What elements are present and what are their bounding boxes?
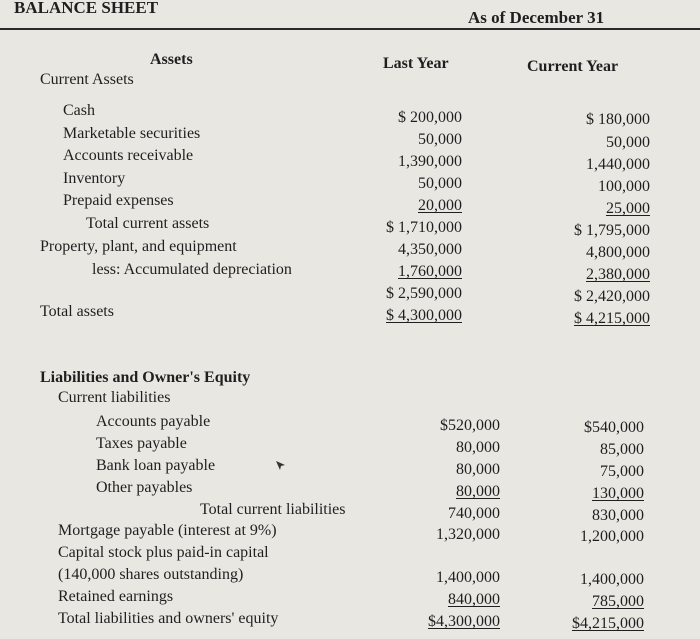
asset-row-label: Inventory: [63, 170, 126, 187]
asset-row-last: 4,350,000: [398, 241, 462, 258]
asset-row-current: 25,000: [606, 200, 650, 217]
asset-row-label: less: Accumulated depreciation: [92, 261, 292, 278]
liability-row-label: Capital stock plus paid-in capital: [58, 544, 269, 561]
asset-row-current: 4,800,000: [586, 244, 650, 261]
asset-row-current: $ 1,795,000: [574, 222, 650, 239]
col-header-last-year: Last Year: [383, 55, 449, 72]
asset-row-last: $ 1,710,000: [386, 219, 462, 236]
header-rule: [0, 28, 700, 30]
liability-row-last: 80,000: [456, 461, 500, 478]
liability-row-last: 740,000: [448, 505, 500, 522]
cursor-arrow-icon: [275, 460, 287, 472]
asset-row-label: Marketable securities: [63, 125, 201, 142]
asset-row-label: Prepaid expenses: [63, 192, 174, 209]
asset-row-label: Accounts receivable: [63, 147, 194, 164]
liability-row-current: $540,000: [584, 419, 644, 436]
liability-row-label: Bank loan payable: [96, 457, 216, 474]
asset-row-current: 2,380,000: [586, 266, 650, 283]
asset-row-current: 1,440,000: [586, 156, 650, 173]
current-assets-label: Current Assets: [40, 71, 134, 88]
page-title: BALANCE SHEET: [14, 0, 159, 17]
liability-row-last: $4,300,000: [428, 613, 500, 630]
liability-row-current: 1,200,000: [580, 528, 644, 545]
liability-row-label: (140,000 shares outstanding): [58, 566, 244, 583]
asset-row-current: 50,000: [606, 134, 650, 151]
liability-row-label: Retained earnings: [58, 588, 174, 605]
asset-row-last: 1,760,000: [398, 263, 462, 280]
asset-row-last: $ 2,590,000: [386, 285, 462, 302]
col-header-current-year: Current Year: [527, 58, 619, 75]
liability-row-last: 1,400,000: [436, 569, 500, 586]
liability-row-last: 1,320,000: [436, 526, 500, 543]
asset-row-last: 50,000: [418, 131, 462, 148]
liability-row-label: Accounts payable: [96, 413, 211, 430]
asset-row-last: 50,000: [418, 175, 462, 192]
liability-row-label: Mortgage payable (interest at 9%): [58, 522, 277, 539]
asset-row-current: $ 4,215,000: [574, 310, 650, 327]
liability-row-last: 840,000: [448, 591, 500, 608]
liability-row-current: 85,000: [600, 441, 644, 458]
asset-row-current: $ 180,000: [586, 111, 650, 128]
asset-row-label: Total current assets: [86, 215, 210, 232]
asset-row-label: Total assets: [40, 303, 114, 320]
asset-row-current: 100,000: [598, 178, 650, 195]
liability-row-last: 80,000: [456, 483, 500, 500]
as-of-date: As of December 31: [468, 8, 605, 27]
liability-row-label: Total liabilities and owners' equity: [58, 610, 279, 627]
asset-row-current: $ 2,420,000: [574, 288, 650, 305]
liability-row-label: Taxes payable: [96, 435, 187, 452]
assets-heading: Assets: [150, 51, 193, 68]
liability-row-label: Other payables: [96, 479, 193, 496]
liability-row-current: 1,400,000: [580, 571, 644, 588]
liability-row-last: $520,000: [440, 417, 500, 434]
liability-row-current: $4,215,000: [572, 615, 644, 632]
asset-row-last: 20,000: [418, 197, 462, 214]
asset-row-label: Property, plant, and equipment: [40, 238, 237, 255]
liability-row-current: 785,000: [592, 593, 644, 610]
liabilities-heading: Liabilities and Owner's Equity: [40, 369, 251, 386]
asset-row-last: 1,390,000: [398, 153, 462, 170]
liability-row-current: 830,000: [592, 507, 644, 524]
liability-row-current: 75,000: [600, 463, 644, 480]
liability-row-current: 130,000: [592, 485, 644, 502]
asset-row-last: $ 200,000: [398, 109, 462, 126]
liability-row-last: 80,000: [456, 439, 500, 456]
current-liabilities-label: Current liabilities: [58, 389, 171, 406]
liability-row-label: Total current liabilities: [200, 501, 346, 518]
asset-row-label: Cash: [63, 102, 95, 119]
asset-row-last: $ 4,300,000: [386, 307, 462, 324]
